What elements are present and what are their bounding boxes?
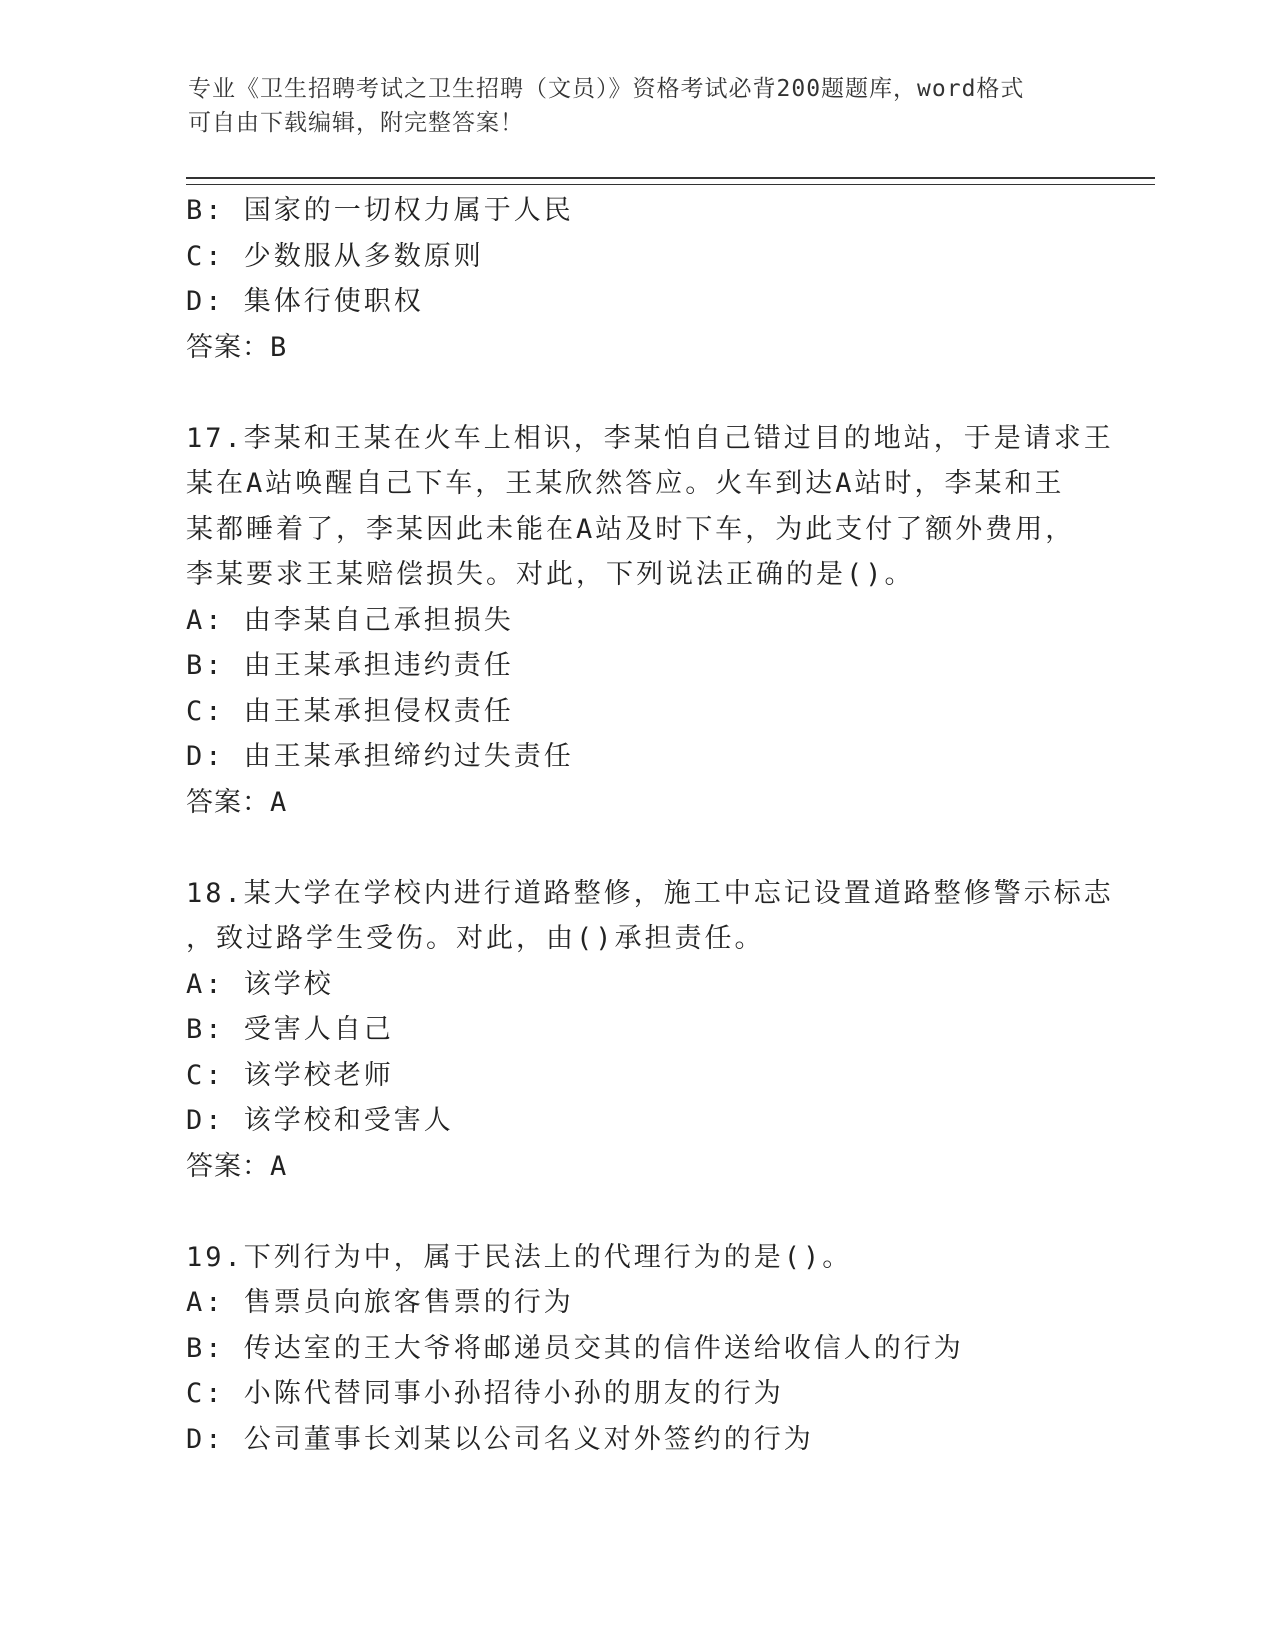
answer-value: A — [270, 1150, 288, 1182]
option-a: A: 由李某自己承担损失 — [186, 604, 514, 636]
spacer — [186, 825, 1086, 871]
question-text-line: 17.李某和王某在火车上相识，李某怕自己错过目的地站，于是请求王 — [186, 422, 1114, 454]
question-text-line: 18.某大学在学校内进行道路整修，施工中忘记设置道路整修警示标志 — [186, 877, 1114, 909]
document-header — [188, 72, 1068, 140]
answer-label: 答案： — [186, 1150, 270, 1182]
header-divider — [186, 177, 1155, 185]
option-a: A: 售票员向旅客售票的行为 — [186, 1287, 574, 1318]
question-content — [186, 188, 1114, 1462]
header-title-line-2: 可自由下载编辑，附完整答案！ — [188, 110, 524, 136]
answer-line — [186, 325, 1086, 371]
header-title-line-1: 专业《卫生招聘考试之卫生招聘（文员）》资格考试必背200题题库，word格式 — [188, 76, 1025, 102]
option-b: B: 由王某承担违约责任 — [186, 650, 514, 681]
answer-label: 答案： — [186, 331, 270, 363]
spacer — [186, 370, 1086, 416]
option-d: D: 该学校和受害人 — [186, 1105, 454, 1136]
answer-line — [186, 1144, 1086, 1190]
option-d: D: 由王某承担缔约过失责任 — [186, 741, 574, 772]
question-text-line: ，致过路学生受伤。对此，由()承担责任。 — [186, 923, 765, 954]
answer-value: B — [270, 331, 288, 363]
question-18 — [186, 871, 1114, 1190]
option-d: D: 集体行使职权 — [186, 286, 424, 317]
answer-value: A — [270, 786, 288, 818]
option-c: C: 由王某承担侵权责任 — [186, 695, 514, 727]
answer-line — [186, 780, 1086, 826]
question-text-line: 某在A站唤醒自己下车，王某欣然答应。火车到达A站时，李某和王 — [186, 468, 1065, 499]
question-text-line: 某都睡着了，李某因此未能在A站及时下车，为此支付了额外费用， — [186, 513, 1076, 545]
option-d: D: 公司董事长刘某以公司名义对外签约的行为 — [186, 1423, 814, 1455]
option-c: C: 小陈代替同事小孙招待小孙的朋友的行为 — [186, 1378, 784, 1409]
question-text-line: 19.下列行为中，属于民法上的代理行为的是()。 — [186, 1241, 853, 1273]
spacer — [186, 1189, 1086, 1235]
option-b: B: 受害人自己 — [186, 1014, 394, 1045]
option-b: B: 国家的一切权力属于人民 — [186, 195, 574, 226]
answer-label: 答案： — [186, 786, 270, 818]
option-a: A: 该学校 — [186, 968, 334, 1000]
question-text-line: 李某要求王某赔偿损失。对此，下列说法正确的是()。 — [186, 559, 915, 590]
option-c: C: 少数服从多数原则 — [186, 240, 484, 272]
question-16-tail — [186, 188, 1086, 370]
question-17 — [186, 416, 1114, 826]
option-b: B: 传达室的王大爷将邮递员交其的信件送给收信人的行为 — [186, 1332, 964, 1364]
option-c: C: 该学校老师 — [186, 1059, 394, 1091]
question-19 — [186, 1235, 1086, 1463]
